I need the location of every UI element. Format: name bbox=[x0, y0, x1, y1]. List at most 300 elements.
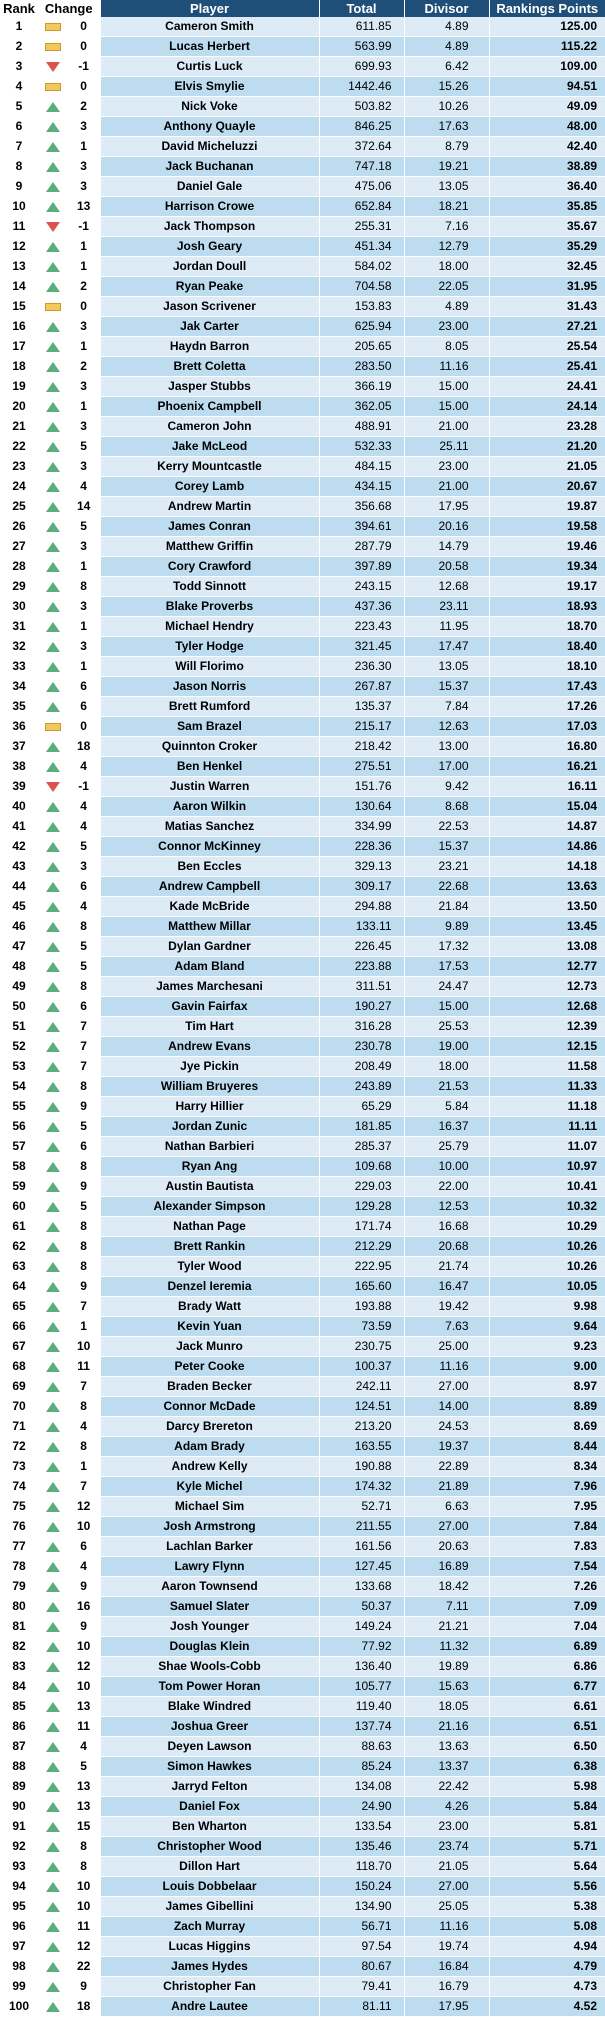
player-cell: Adam Brady bbox=[100, 1437, 319, 1457]
divisor-cell: 23.00 bbox=[404, 317, 489, 337]
change-indicator bbox=[38, 1842, 68, 1852]
total-cell: 134.90 bbox=[319, 1897, 404, 1917]
rankings-points-cell: 12.68 bbox=[489, 997, 605, 1017]
player-cell: Shae Wools-Cobb bbox=[100, 1657, 319, 1677]
change-cell bbox=[38, 957, 100, 977]
divisor-cell: 21.84 bbox=[404, 897, 489, 917]
rankings-points-cell: 25.54 bbox=[489, 337, 605, 357]
rankings-points-cell: 10.05 bbox=[489, 1277, 605, 1297]
triangle-up-icon bbox=[46, 1422, 60, 1432]
divisor-cell: 6.63 bbox=[404, 1497, 489, 1517]
rank-cell: 29 bbox=[0, 577, 38, 597]
divisor-cell: 16.84 bbox=[404, 1957, 489, 1977]
change-value: 14 bbox=[76, 499, 91, 513]
change-indicator bbox=[38, 1642, 68, 1652]
triangle-up-icon bbox=[46, 202, 60, 212]
triangle-up-icon bbox=[46, 1522, 60, 1532]
triangle-up-icon bbox=[46, 1082, 60, 1092]
triangle-up-icon bbox=[46, 1882, 60, 1892]
player-cell: Anthony Quayle bbox=[100, 117, 319, 137]
triangle-up-icon bbox=[46, 1562, 60, 1572]
rankings-points-cell: 11.33 bbox=[489, 1077, 605, 1097]
total-cell: 243.15 bbox=[319, 577, 404, 597]
player-cell: Jack Buchanan bbox=[100, 157, 319, 177]
change-cell bbox=[38, 1457, 100, 1477]
change-indicator bbox=[38, 682, 68, 692]
divisor-cell: 6.42 bbox=[404, 57, 489, 77]
table-row bbox=[0, 1357, 605, 1377]
table-row bbox=[0, 977, 605, 997]
change-cell bbox=[38, 1157, 100, 1177]
divisor-cell: 24.53 bbox=[404, 1417, 489, 1437]
player-cell: Andrew Kelly bbox=[100, 1457, 319, 1477]
change-indicator bbox=[38, 542, 68, 552]
player-cell: Louis Dobbelaar bbox=[100, 1877, 319, 1897]
table-row bbox=[0, 1857, 605, 1877]
rank-cell: 61 bbox=[0, 1217, 38, 1237]
table-row bbox=[0, 617, 605, 637]
total-cell: 181.85 bbox=[319, 1117, 404, 1137]
change-indicator bbox=[38, 902, 68, 912]
triangle-up-icon bbox=[46, 142, 60, 152]
divisor-cell: 4.89 bbox=[404, 297, 489, 317]
rank-cell: 13 bbox=[0, 257, 38, 277]
rankings-points-cell: 42.40 bbox=[489, 137, 605, 157]
player-cell: Daniel Fox bbox=[100, 1797, 319, 1817]
change-value: 5 bbox=[80, 939, 87, 953]
rank-cell: 93 bbox=[0, 1857, 38, 1877]
change-indicator bbox=[38, 1362, 68, 1372]
table-row bbox=[0, 557, 605, 577]
triangle-up-icon bbox=[46, 762, 60, 772]
player-cell: Todd Sinnott bbox=[100, 577, 319, 597]
change-value: 4 bbox=[80, 759, 87, 773]
triangle-up-icon bbox=[46, 422, 60, 432]
divisor-cell: 9.42 bbox=[404, 777, 489, 797]
change-value: 12 bbox=[76, 1499, 91, 1513]
table-row bbox=[0, 657, 605, 677]
change-value: 2 bbox=[80, 279, 87, 293]
player-cell: Christopher Wood bbox=[100, 1837, 319, 1857]
rank-cell: 75 bbox=[0, 1497, 38, 1517]
table-row bbox=[0, 177, 605, 197]
table-row bbox=[0, 217, 605, 237]
rank-cell: 32 bbox=[0, 637, 38, 657]
player-cell: James Marchesani bbox=[100, 977, 319, 997]
divisor-cell: 16.37 bbox=[404, 1117, 489, 1137]
rankings-points-cell: 8.44 bbox=[489, 1437, 605, 1457]
player-cell: Simon Hawkes bbox=[100, 1757, 319, 1777]
table-row bbox=[0, 1797, 605, 1817]
table-row bbox=[0, 337, 605, 357]
change-value: 1 bbox=[80, 1319, 87, 1333]
change-cell bbox=[38, 1057, 100, 1077]
change-indicator bbox=[38, 702, 68, 712]
rankings-points-cell: 9.64 bbox=[489, 1317, 605, 1337]
change-cell bbox=[38, 1817, 100, 1837]
change-value: 1 bbox=[80, 139, 87, 153]
triangle-up-icon bbox=[46, 1922, 60, 1932]
total-cell: 153.83 bbox=[319, 297, 404, 317]
divisor-cell: 13.00 bbox=[404, 737, 489, 757]
change-cell bbox=[38, 1797, 100, 1817]
table-row bbox=[0, 1617, 605, 1637]
change-indicator bbox=[38, 1002, 68, 1012]
change-indicator bbox=[38, 402, 68, 412]
change-indicator bbox=[38, 1622, 68, 1632]
player-cell: Gavin Fairfax bbox=[100, 997, 319, 1017]
divisor-cell: 7.11 bbox=[404, 1597, 489, 1617]
total-cell: 294.88 bbox=[319, 897, 404, 917]
change-indicator bbox=[38, 1762, 68, 1772]
player-cell: Cameron Smith bbox=[100, 17, 319, 37]
change-cell bbox=[38, 1077, 100, 1097]
total-cell: 218.42 bbox=[319, 737, 404, 757]
divisor-cell: 5.84 bbox=[404, 1097, 489, 1117]
rank-cell: 6 bbox=[0, 117, 38, 137]
table-row bbox=[0, 1017, 605, 1037]
player-cell: Curtis Luck bbox=[100, 57, 319, 77]
rank-cell: 27 bbox=[0, 537, 38, 557]
rank-cell: 35 bbox=[0, 697, 38, 717]
change-indicator bbox=[38, 1922, 68, 1932]
change-indicator bbox=[38, 303, 68, 311]
triangle-up-icon bbox=[46, 382, 60, 392]
divisor-cell: 19.89 bbox=[404, 1657, 489, 1677]
rank-cell: 57 bbox=[0, 1137, 38, 1157]
divisor-cell: 15.00 bbox=[404, 377, 489, 397]
change-indicator bbox=[38, 922, 68, 932]
total-cell: 311.51 bbox=[319, 977, 404, 997]
change-indicator bbox=[38, 1282, 68, 1292]
table-row bbox=[0, 517, 605, 537]
table-row bbox=[0, 257, 605, 277]
rank-cell: 65 bbox=[0, 1297, 38, 1317]
divisor-cell: 19.37 bbox=[404, 1437, 489, 1457]
change-value: 12 bbox=[76, 1939, 91, 1953]
change-indicator bbox=[38, 462, 68, 472]
change-cell bbox=[38, 1857, 100, 1877]
total-cell: 366.19 bbox=[319, 377, 404, 397]
change-cell bbox=[38, 937, 100, 957]
header-rankings-points: Rankings Points bbox=[489, 0, 605, 17]
rankings-points-cell: 35.85 bbox=[489, 197, 605, 217]
triangle-up-icon bbox=[46, 542, 60, 552]
player-cell: Josh Younger bbox=[100, 1617, 319, 1637]
divisor-cell: 11.16 bbox=[404, 357, 489, 377]
rank-cell: 70 bbox=[0, 1397, 38, 1417]
change-cell bbox=[38, 477, 100, 497]
change-indicator bbox=[38, 1862, 68, 1872]
change-indicator bbox=[38, 1502, 68, 1512]
change-indicator bbox=[38, 662, 68, 672]
total-cell: 747.18 bbox=[319, 157, 404, 177]
change-cell bbox=[38, 1177, 100, 1197]
divisor-cell: 20.63 bbox=[404, 1537, 489, 1557]
total-cell: 285.37 bbox=[319, 1137, 404, 1157]
triangle-down-icon bbox=[46, 62, 60, 72]
triangle-up-icon bbox=[46, 1182, 60, 1192]
player-cell: Zach Murray bbox=[100, 1917, 319, 1937]
change-cell bbox=[38, 577, 100, 597]
total-cell: 149.24 bbox=[319, 1617, 404, 1637]
rankings-points-cell: 18.10 bbox=[489, 657, 605, 677]
divisor-cell: 17.00 bbox=[404, 757, 489, 777]
player-cell: Jack Thompson bbox=[100, 217, 319, 237]
change-cell bbox=[38, 1837, 100, 1857]
change-value: 10 bbox=[76, 1679, 91, 1693]
rankings-points-cell: 8.97 bbox=[489, 1377, 605, 1397]
change-indicator bbox=[38, 1522, 68, 1532]
change-cell bbox=[38, 317, 100, 337]
rank-cell: 31 bbox=[0, 617, 38, 637]
rankings-points-cell: 6.77 bbox=[489, 1677, 605, 1697]
change-value: 9 bbox=[80, 1619, 87, 1633]
table-row bbox=[0, 1837, 605, 1857]
change-cell bbox=[38, 1537, 100, 1557]
total-cell: 229.03 bbox=[319, 1177, 404, 1197]
change-value: 7 bbox=[80, 1019, 87, 1033]
rank-cell: 45 bbox=[0, 897, 38, 917]
divisor-cell: 22.68 bbox=[404, 877, 489, 897]
change-value: 1 bbox=[80, 559, 87, 573]
rankings-points-cell: 32.45 bbox=[489, 257, 605, 277]
change-indicator bbox=[38, 442, 68, 452]
change-value: -1 bbox=[78, 219, 89, 233]
table-row bbox=[0, 637, 605, 657]
rankings-points-cell: 5.08 bbox=[489, 1917, 605, 1937]
rank-cell: 7 bbox=[0, 137, 38, 157]
change-value: 5 bbox=[80, 439, 87, 453]
total-cell: 215.17 bbox=[319, 717, 404, 737]
table-row bbox=[0, 717, 605, 737]
rank-cell: 2 bbox=[0, 37, 38, 57]
rankings-points-cell: 11.07 bbox=[489, 1137, 605, 1157]
change-value: 3 bbox=[80, 639, 87, 653]
change-indicator bbox=[38, 1662, 68, 1672]
rankings-points-cell: 4.73 bbox=[489, 1977, 605, 1997]
divisor-cell: 13.37 bbox=[404, 1757, 489, 1777]
player-cell: Brady Watt bbox=[100, 1297, 319, 1317]
rankings-points-cell: 13.63 bbox=[489, 877, 605, 897]
divisor-cell: 8.79 bbox=[404, 137, 489, 157]
divisor-cell: 21.21 bbox=[404, 1617, 489, 1637]
rankings-points-cell: 12.15 bbox=[489, 1037, 605, 1057]
triangle-up-icon bbox=[46, 802, 60, 812]
table-row bbox=[0, 1297, 605, 1317]
change-indicator bbox=[38, 1042, 68, 1052]
rank-cell: 9 bbox=[0, 177, 38, 197]
divisor-cell: 27.00 bbox=[404, 1377, 489, 1397]
total-cell: 97.54 bbox=[319, 1937, 404, 1957]
change-cell bbox=[38, 697, 100, 717]
change-indicator bbox=[38, 1122, 68, 1132]
rankings-points-cell: 11.11 bbox=[489, 1117, 605, 1137]
rankings-points-cell: 9.00 bbox=[489, 1357, 605, 1377]
change-cell bbox=[38, 1917, 100, 1937]
change-value: 10 bbox=[76, 1639, 91, 1653]
total-cell: 316.28 bbox=[319, 1017, 404, 1037]
player-cell: Brett Rankin bbox=[100, 1237, 319, 1257]
triangle-up-icon bbox=[46, 182, 60, 192]
change-indicator bbox=[38, 862, 68, 872]
change-value: 5 bbox=[80, 519, 87, 533]
rankings-points-cell: 8.34 bbox=[489, 1457, 605, 1477]
rankings-points-cell: 24.14 bbox=[489, 397, 605, 417]
change-cell bbox=[38, 1757, 100, 1777]
change-value: 0 bbox=[80, 19, 87, 33]
change-value: 3 bbox=[80, 459, 87, 473]
total-cell: 362.05 bbox=[319, 397, 404, 417]
triangle-up-icon bbox=[46, 1282, 60, 1292]
change-cell bbox=[38, 597, 100, 617]
table-row bbox=[0, 1657, 605, 1677]
change-cell bbox=[38, 1377, 100, 1397]
total-cell: 77.92 bbox=[319, 1637, 404, 1657]
rankings-points-cell: 16.80 bbox=[489, 737, 605, 757]
total-cell: 135.37 bbox=[319, 697, 404, 717]
change-indicator bbox=[38, 262, 68, 272]
change-indicator bbox=[38, 242, 68, 252]
total-cell: 283.50 bbox=[319, 357, 404, 377]
change-cell bbox=[38, 1257, 100, 1277]
player-cell: Cory Crawford bbox=[100, 557, 319, 577]
rank-cell: 17 bbox=[0, 337, 38, 357]
change-indicator bbox=[38, 1902, 68, 1912]
table-row bbox=[0, 1377, 605, 1397]
total-cell: 133.68 bbox=[319, 1577, 404, 1597]
change-cell bbox=[38, 1277, 100, 1297]
rankings-points-cell: 6.38 bbox=[489, 1757, 605, 1777]
rankings-points-cell: 5.71 bbox=[489, 1837, 605, 1857]
rank-cell: 54 bbox=[0, 1077, 38, 1097]
table-row bbox=[0, 1257, 605, 1277]
rank-cell: 66 bbox=[0, 1317, 38, 1337]
change-value: 12 bbox=[76, 1659, 91, 1673]
player-cell: Aaron Wilkin bbox=[100, 797, 319, 817]
table-row bbox=[0, 1737, 605, 1757]
triangle-up-icon bbox=[46, 982, 60, 992]
table-row bbox=[0, 497, 605, 517]
change-indicator bbox=[38, 1682, 68, 1692]
change-cell bbox=[38, 1357, 100, 1377]
rank-cell: 87 bbox=[0, 1737, 38, 1757]
rank-cell: 10 bbox=[0, 197, 38, 217]
total-cell: 79.41 bbox=[319, 1977, 404, 1997]
divisor-cell: 20.68 bbox=[404, 1237, 489, 1257]
total-cell: 584.02 bbox=[319, 257, 404, 277]
change-value: 9 bbox=[80, 1179, 87, 1193]
player-cell: Nathan Page bbox=[100, 1217, 319, 1237]
change-cell bbox=[38, 917, 100, 937]
rank-cell: 76 bbox=[0, 1517, 38, 1537]
divisor-cell: 16.68 bbox=[404, 1217, 489, 1237]
triangle-up-icon bbox=[46, 242, 60, 252]
total-cell: 150.24 bbox=[319, 1877, 404, 1897]
change-value: 9 bbox=[80, 1279, 87, 1293]
table-row bbox=[0, 1817, 605, 1837]
table-row bbox=[0, 1457, 605, 1477]
player-cell: Matthew Griffin bbox=[100, 537, 319, 557]
rank-cell: 1 bbox=[0, 17, 38, 37]
total-cell: 846.25 bbox=[319, 117, 404, 137]
change-indicator bbox=[38, 1082, 68, 1092]
table-row bbox=[0, 1197, 605, 1217]
divisor-cell: 24.47 bbox=[404, 977, 489, 997]
change-value: 6 bbox=[80, 1539, 87, 1553]
rankings-points-cell: 12.77 bbox=[489, 957, 605, 977]
triangle-down-icon bbox=[46, 222, 60, 232]
rankings-points-cell: 94.51 bbox=[489, 77, 605, 97]
change-value: 3 bbox=[80, 599, 87, 613]
change-cell bbox=[38, 1437, 100, 1457]
table-row bbox=[0, 597, 605, 617]
change-indicator bbox=[38, 723, 68, 731]
triangle-up-icon bbox=[46, 1822, 60, 1832]
change-value: 3 bbox=[80, 419, 87, 433]
rank-cell: 25 bbox=[0, 497, 38, 517]
change-value: 5 bbox=[80, 1759, 87, 1773]
change-indicator bbox=[38, 622, 68, 632]
table-row bbox=[0, 837, 605, 857]
rank-cell: 11 bbox=[0, 217, 38, 237]
rank-cell: 78 bbox=[0, 1557, 38, 1577]
rank-cell: 16 bbox=[0, 317, 38, 337]
rankings-points-cell: 6.50 bbox=[489, 1737, 605, 1757]
change-value: 11 bbox=[77, 1719, 90, 1733]
player-cell: Jack Munro bbox=[100, 1337, 319, 1357]
player-cell: Lawry Flynn bbox=[100, 1557, 319, 1577]
change-indicator bbox=[38, 282, 68, 292]
total-cell: 230.75 bbox=[319, 1337, 404, 1357]
total-cell: 80.67 bbox=[319, 1957, 404, 1977]
table-row bbox=[0, 1117, 605, 1137]
rank-cell: 12 bbox=[0, 237, 38, 257]
table-row bbox=[0, 1777, 605, 1797]
rankings-points-cell: 21.20 bbox=[489, 437, 605, 457]
rankings-points-cell: 38.89 bbox=[489, 157, 605, 177]
change-cell bbox=[38, 1557, 100, 1577]
rankings-points-cell: 4.79 bbox=[489, 1957, 605, 1977]
divisor-cell: 15.00 bbox=[404, 997, 489, 1017]
total-cell: 190.27 bbox=[319, 997, 404, 1017]
change-cell bbox=[38, 1097, 100, 1117]
total-cell: 50.37 bbox=[319, 1597, 404, 1617]
player-cell: Quinnton Croker bbox=[100, 737, 319, 757]
rank-cell: 69 bbox=[0, 1377, 38, 1397]
change-value: 3 bbox=[80, 379, 87, 393]
total-cell: 205.65 bbox=[319, 337, 404, 357]
change-cell bbox=[38, 1777, 100, 1797]
total-cell: 109.68 bbox=[319, 1157, 404, 1177]
change-indicator bbox=[38, 1322, 68, 1332]
table-row bbox=[0, 957, 605, 977]
player-cell: Dillon Hart bbox=[100, 1857, 319, 1877]
divisor-cell: 9.89 bbox=[404, 917, 489, 937]
rank-cell: 58 bbox=[0, 1157, 38, 1177]
rank-cell: 97 bbox=[0, 1937, 38, 1957]
rankings-points-cell: 19.46 bbox=[489, 537, 605, 557]
rankings-points-cell: 18.70 bbox=[489, 617, 605, 637]
table-row bbox=[0, 877, 605, 897]
player-cell: Nathan Barbieri bbox=[100, 1137, 319, 1157]
table-row bbox=[0, 697, 605, 717]
change-value: 11 bbox=[77, 1919, 90, 1933]
total-cell: 163.55 bbox=[319, 1437, 404, 1457]
player-cell: Connor McDade bbox=[100, 1397, 319, 1417]
triangle-up-icon bbox=[46, 862, 60, 872]
rankings-points-cell: 4.94 bbox=[489, 1937, 605, 1957]
